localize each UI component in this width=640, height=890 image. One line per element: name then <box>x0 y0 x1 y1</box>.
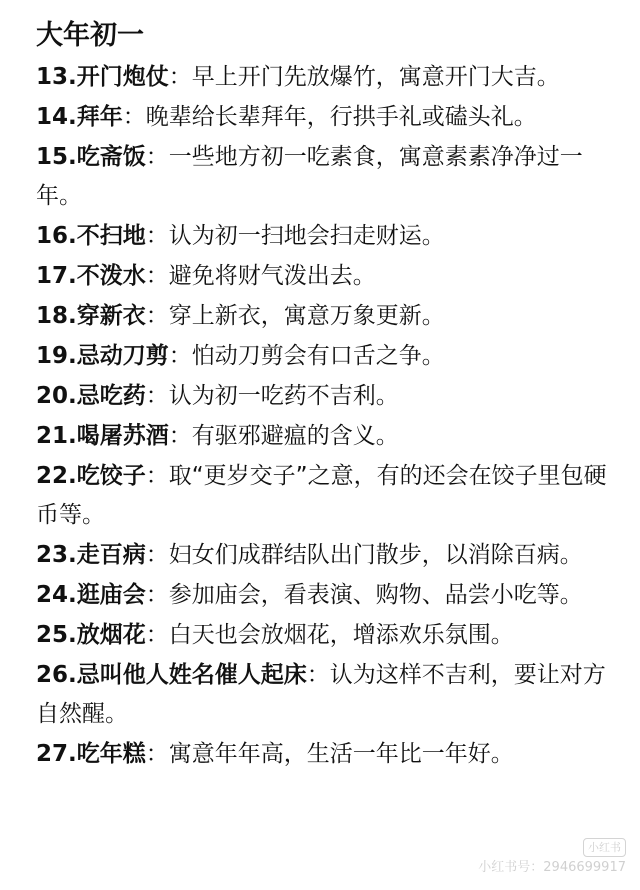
item-description: 晚辈给长辈拜年，行拱手礼或磕头礼。 <box>145 104 537 130</box>
item-separator: ： <box>145 263 169 289</box>
item-description: 穿上新衣，寓意万象更新。 <box>168 303 445 329</box>
item-description: 有驱邪避瘟的含义。 <box>191 423 399 449</box>
item-term: 21.喝屠苏酒 <box>36 423 169 449</box>
list-item <box>36 616 616 655</box>
page-title: 大年初一 <box>36 20 144 51</box>
watermark-logo: 小红书 <box>583 838 626 857</box>
item-separator: ： <box>145 622 169 648</box>
list-item <box>36 337 616 376</box>
list-item <box>36 297 616 336</box>
item-term: 15.吃斋饭 <box>36 144 146 170</box>
item-separator: ： <box>145 144 169 170</box>
item-term: 26.忌叫他人姓名催人起床 <box>36 662 307 688</box>
item-description: 早上开门先放爆竹，寓意开门大吉。 <box>191 64 560 90</box>
item-separator: ： <box>306 662 330 688</box>
item-description: 认为初一扫地会扫走财运。 <box>168 223 445 249</box>
item-term: 13.开门炮仗 <box>36 64 169 90</box>
item-term: 19.忌动刀剪 <box>36 343 169 369</box>
item-separator: ： <box>145 741 169 767</box>
item-term: 18.穿新衣 <box>36 303 146 329</box>
item-term: 24.逛庙会 <box>36 582 146 608</box>
item-term: 20.忌吃药 <box>36 383 146 409</box>
item-term: 17.不泼水 <box>36 263 146 289</box>
item-separator: ： <box>168 64 192 90</box>
watermark-text: 小红书号：2946699917 <box>478 860 626 875</box>
item-separator: ： <box>168 343 192 369</box>
item-term: 22.吃饺子 <box>36 463 146 489</box>
item-separator: ： <box>145 383 169 409</box>
watermark <box>478 838 626 876</box>
item-description: 认为初一吃药不吉利。 <box>168 383 399 409</box>
list-item <box>36 735 616 774</box>
item-separator: ： <box>145 463 169 489</box>
item-separator: ： <box>145 303 169 329</box>
item-description: 取“更岁交子”之意，有的还会在饺子里包硬币等。 <box>36 463 607 528</box>
item-description: 妇女们成群结队出门散步，以消除百病。 <box>168 542 583 568</box>
item-description: 怕动刀剪会有口舌之争。 <box>191 343 445 369</box>
item-description: 参加庙会，看表演、购物、品尝小吃等。 <box>168 582 583 608</box>
item-separator: ： <box>145 542 169 568</box>
list-item <box>36 257 616 296</box>
item-separator: ： <box>145 223 169 249</box>
list-item <box>36 58 616 97</box>
item-term: 16.不扫地 <box>36 223 146 249</box>
item-description: 寓意年年高，生活一年比一年好。 <box>168 741 514 767</box>
item-separator: ： <box>168 423 192 449</box>
document-page <box>36 14 616 775</box>
list-item <box>36 217 616 256</box>
list-item <box>36 536 616 575</box>
list-item <box>36 417 616 456</box>
item-description: 认为这样不吉利，要让对方自然醒。 <box>36 662 606 727</box>
item-term: 25.放烟花 <box>36 622 146 648</box>
item-term: 27.吃年糕 <box>36 741 146 767</box>
item-separator: ： <box>122 104 146 130</box>
list-item <box>36 138 616 216</box>
list-item <box>36 377 616 416</box>
item-description: 白天也会放烟花，增添欢乐氛围。 <box>168 622 514 648</box>
list-item <box>36 98 616 137</box>
item-term: 14.拜年 <box>36 104 123 130</box>
list-item <box>36 576 616 615</box>
list-item <box>36 656 616 734</box>
list-item <box>36 457 616 535</box>
item-term: 23.走百病 <box>36 542 146 568</box>
item-separator: ： <box>145 582 169 608</box>
item-description: 一些地方初一吃素食，寓意素素净净过一年。 <box>36 144 583 209</box>
item-description: 避免将财气泼出去。 <box>168 263 376 289</box>
